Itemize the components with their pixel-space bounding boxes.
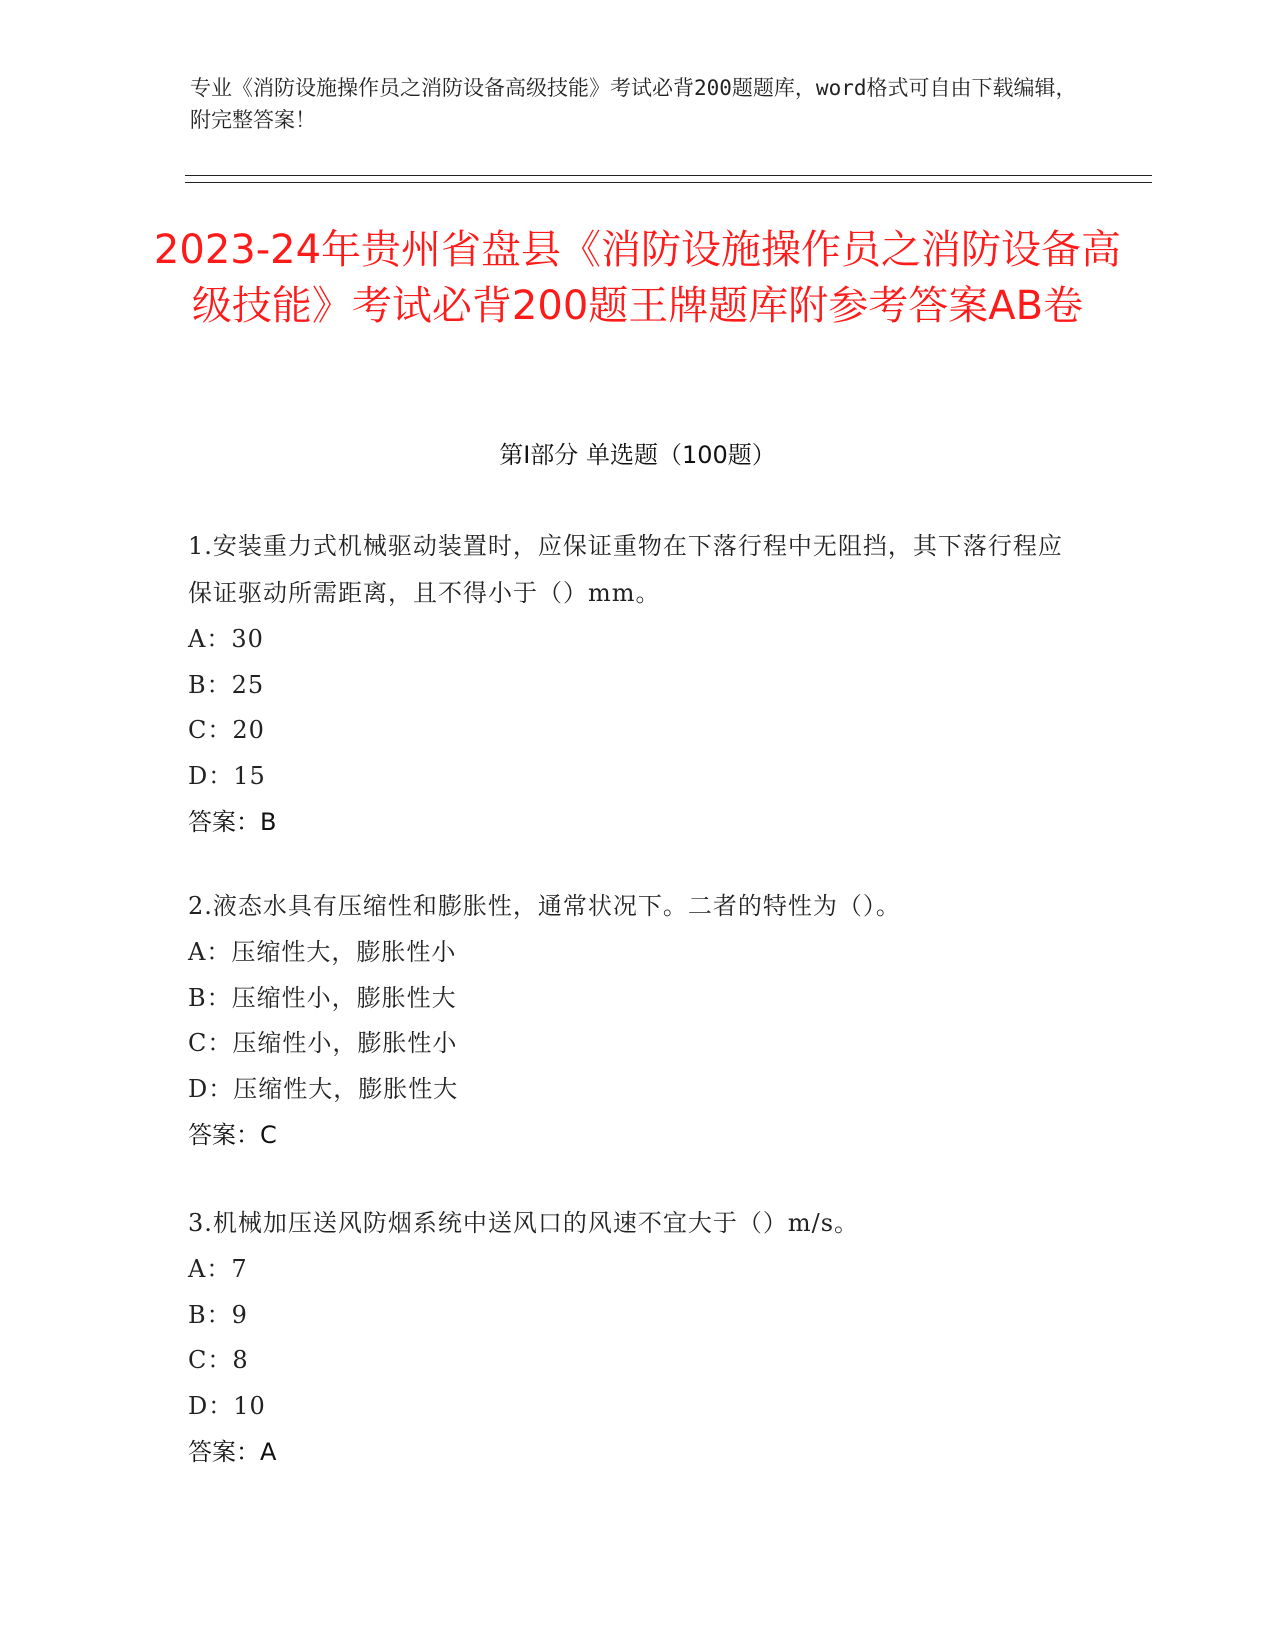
answer: 答案：A — [188, 1438, 277, 1466]
document-title: 2023-24年贵州省盘县《消防设施操作员之消防设备高级技能》考试必背200题王牌题库附参考答案AB卷 — [153, 227, 1122, 329]
header-note: 专业《消防设施操作员之消防设备高级技能》考试必背200题题库，word格式可自由下载编辑，附完整答案！ — [190, 76, 1077, 132]
question-2 — [188, 883, 1068, 1158]
option-b: B：压缩性小，膨胀性大 — [188, 983, 457, 1012]
header-divider-top — [185, 175, 1152, 176]
option-b: B：25 — [188, 670, 265, 699]
option-b: B：9 — [188, 1300, 248, 1329]
option-a: A：7 — [188, 1255, 248, 1283]
question-stem: 1.安装重力式机械驱动装置时，应保证重物在下落行程中无阻挡，其下落行程应保证驱动所需距离，且不得小于（）mm。 — [188, 532, 1063, 607]
option-a: A：压缩性大，膨胀性小 — [188, 938, 457, 966]
option-c: C：压缩性小，膨胀性小 — [188, 1029, 458, 1057]
question-1 — [188, 523, 1068, 845]
option-a: A：30 — [188, 625, 264, 653]
section-title: 第Ⅰ部分 单选题（100题） — [499, 441, 776, 469]
option-d: D：15 — [188, 761, 266, 790]
option-c: C：8 — [188, 1346, 249, 1374]
option-c: C：20 — [188, 716, 265, 744]
option-d: D：压缩性大，膨胀性大 — [188, 1074, 459, 1103]
question-stem: 3.机械加压送风防烟系统中送风口的风速不宜大于（）m/s。 — [188, 1209, 860, 1237]
option-d: D：10 — [188, 1391, 266, 1420]
question-3 — [188, 1200, 1068, 1475]
answer: 答案：B — [188, 808, 277, 836]
answer: 答案：C — [188, 1121, 277, 1149]
header-divider-bottom — [185, 182, 1152, 183]
question-stem: 2.液态水具有压缩性和膨胀性，通常状况下。二者的特性为（）。 — [188, 892, 901, 920]
